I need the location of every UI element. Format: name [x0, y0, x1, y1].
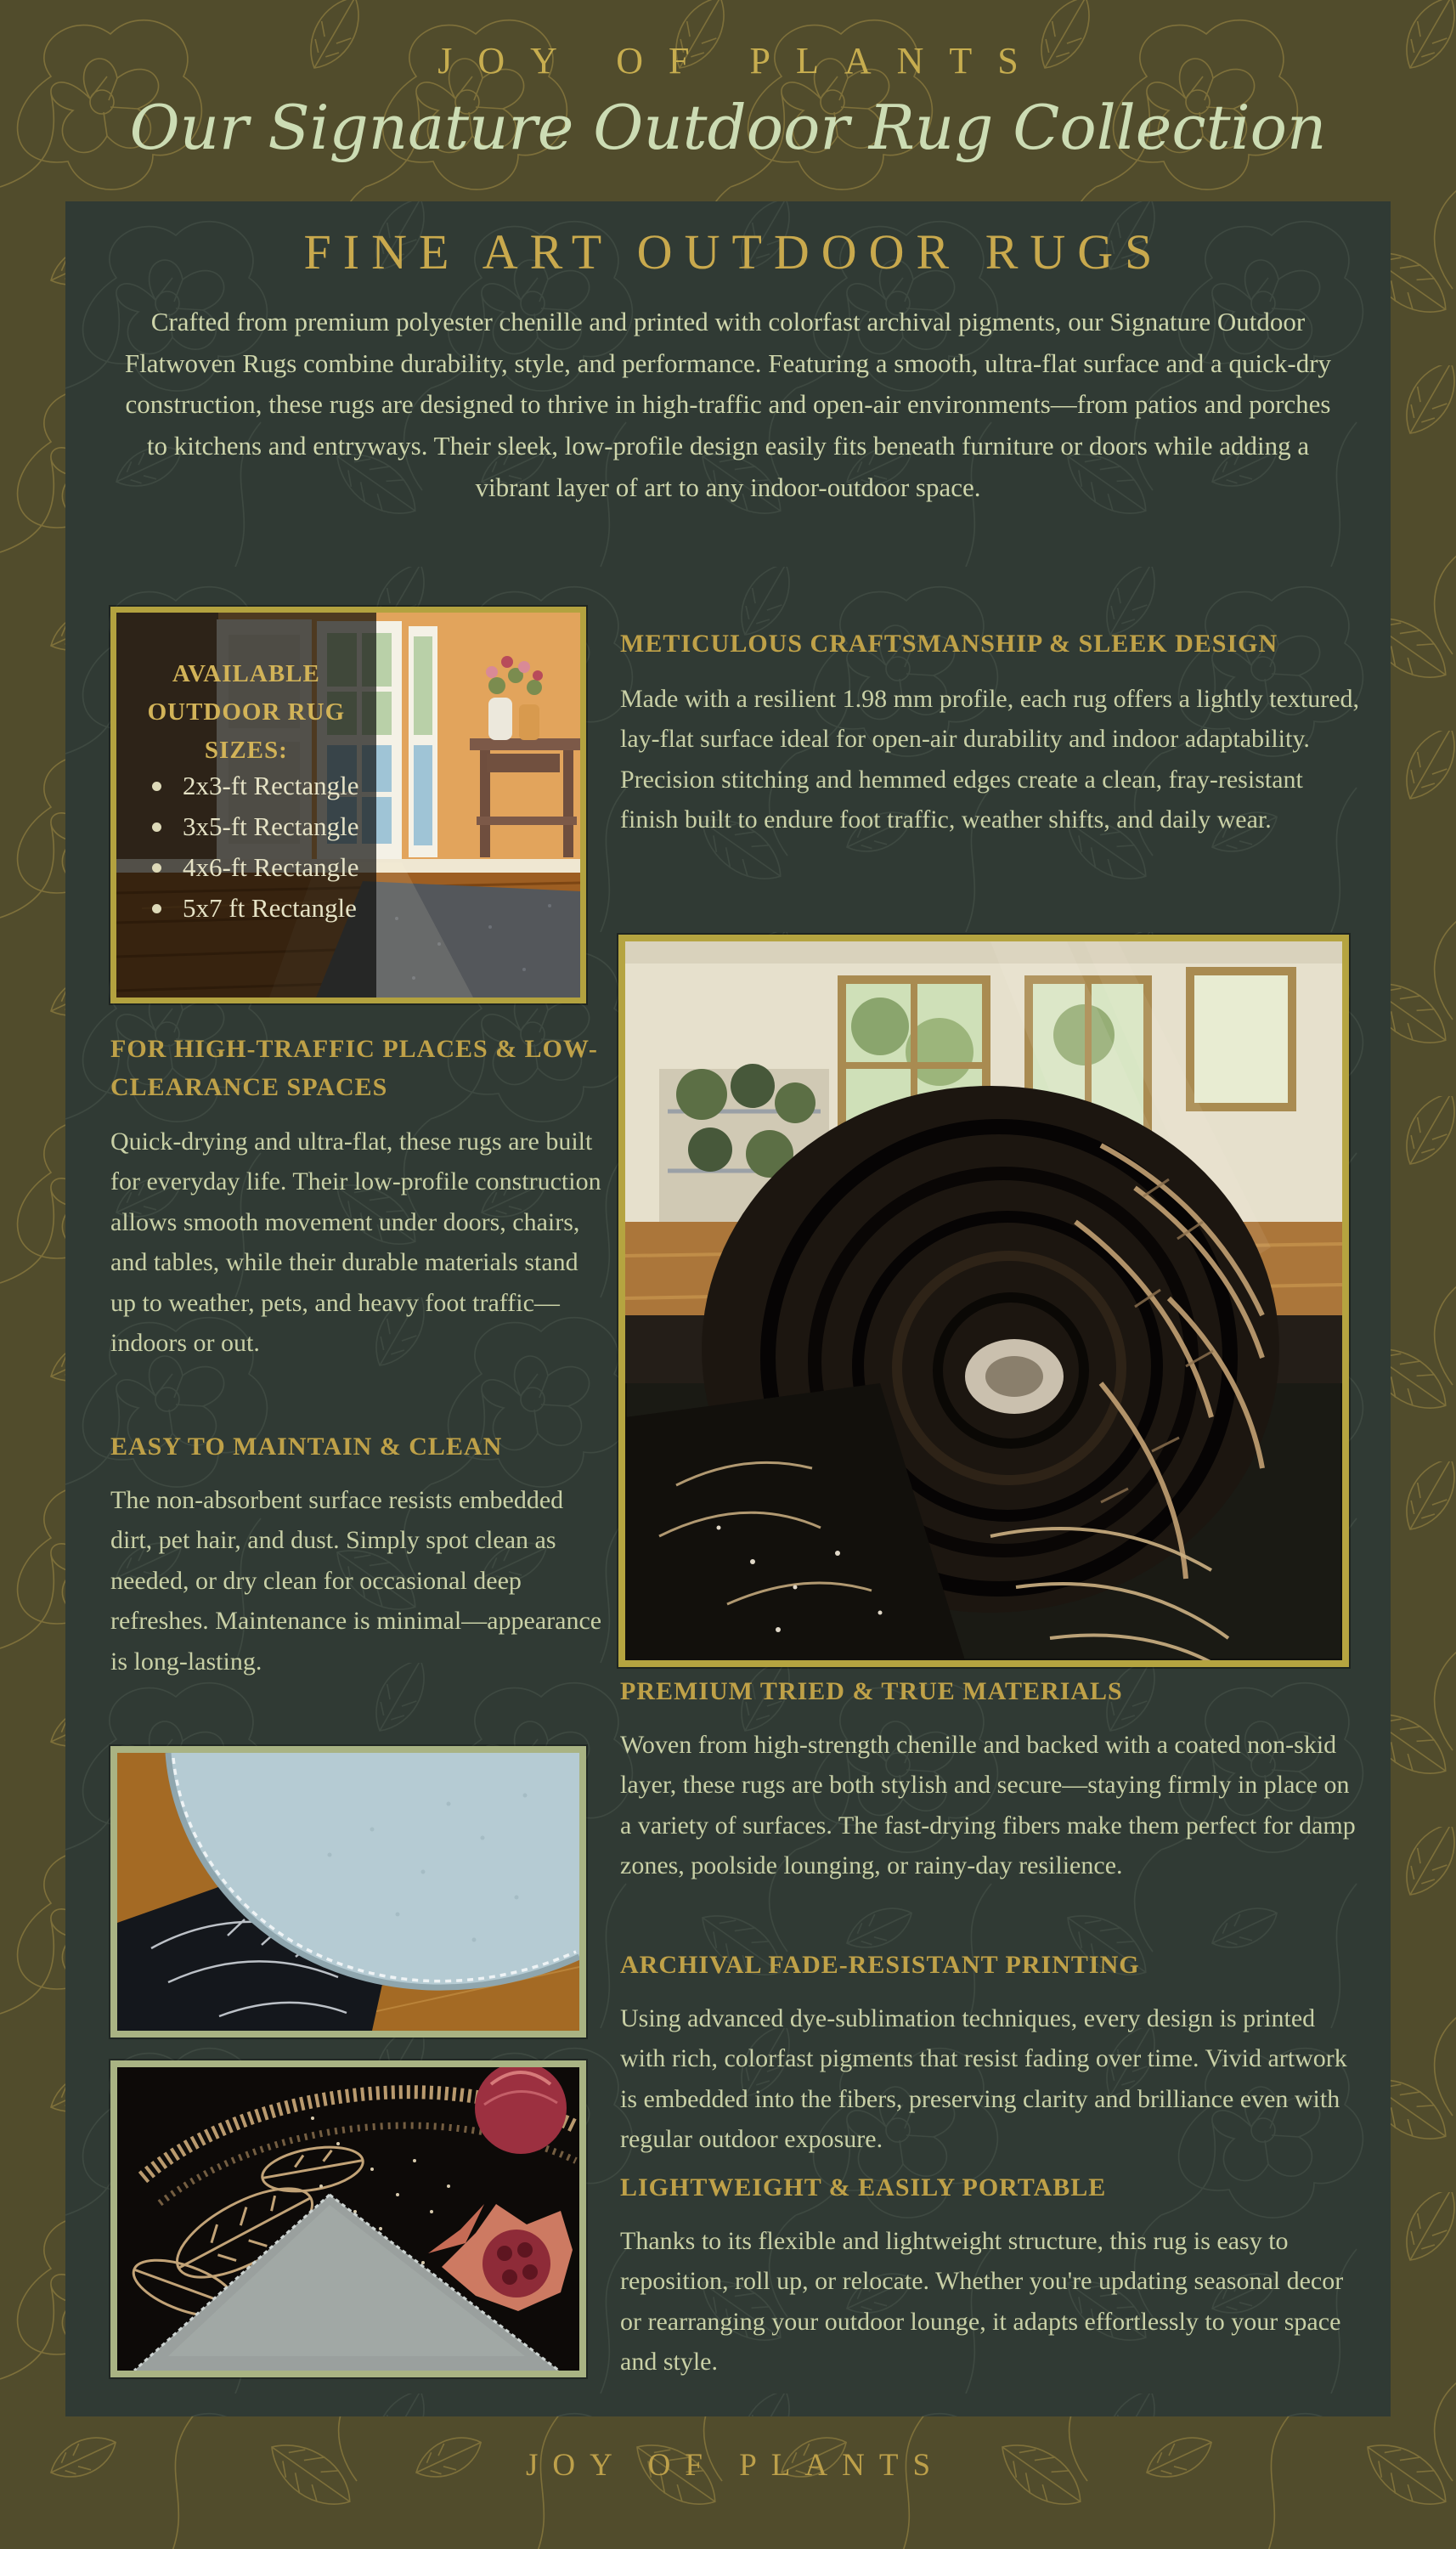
size-item: 3x5-ft Rectangle — [145, 806, 358, 847]
sizes-box — [110, 607, 586, 1003]
section-body-printing: Using advanced dye-sublimation techniques, every design is printed with rich, colorfast pigments that resist fading over time. Vivid artwork is embedded into the fibers, preserving clarity and brilliance even with regular outdoor exposure. — [620, 2004, 1347, 2154]
sizes-heading: AVAILABLE OUTDOOR RUG SIZES: — [147, 660, 346, 764]
content-panel — [65, 201, 1391, 2416]
section-heading-maintain: EASY TO MAINTAIN & CLEAN — [110, 1433, 503, 1461]
rug-backing-photo-illustration — [117, 2067, 579, 2371]
section-body-maintain: The non-absorbent surface resists embedded dirt, pet hair, and dust. Simply spot clean as needed, or dry clean for occasional deep refreshes. Maintenance is minimal—appearance is long-lasting. — [110, 1486, 602, 1676]
size-item: 5x7 ft Rectangle — [145, 888, 358, 929]
section-heading-craftsmanship: METICULOUS CRAFTSMANSHIP & SLEEK DESIGN — [620, 630, 1278, 658]
size-item: 2x3-ft Rectangle — [145, 766, 358, 806]
folded-corner-photo-illustration — [117, 1753, 579, 2031]
rug-backing-photo-frame — [110, 2060, 586, 2377]
section-heading-high-traffic: FOR HIGH-TRAFFIC PLACES & LOW-CLEARANCE SPACES — [110, 1035, 598, 1101]
brand-wordmark-bottom: JOY OF PLANTS — [525, 2448, 945, 2483]
sizes-overlay — [116, 613, 376, 998]
rolled-rug-photo-illustration — [625, 941, 1342, 1660]
page-title: FINE ART OUTDOOR RUGS — [303, 224, 1165, 280]
brand-wordmark-top: JOY OF PLANTS — [437, 40, 1044, 82]
rolled-rug-photo-frame — [618, 935, 1349, 1667]
collection-subtitle: Our Signature Outdoor Rug Collection — [129, 92, 1327, 163]
section-heading-portable: LIGHTWEIGHT & EASILY PORTABLE — [620, 2173, 1107, 2201]
section-body-high-traffic: Quick-drying and ultra-flat, these rugs are built for everyday life. Their low-profile construction allows smooth movement under doors, chairs, and tables, while their durable materials stand up to weather, pets, and heavy foot traffic—indoors or out. — [110, 1128, 601, 1357]
section-body-craftsmanship: Made with a resilient 1.98 mm profile, each rug offers a lightly textured, lay-flat surface ideal for open-air durability and indoor adaptability. Precision stitching and hemmed edges create a clean, fray-resistant finish built to endure foot traffic, weather shifts, and daily wear. — [620, 685, 1360, 834]
size-item: 4x6-ft Rectangle — [145, 847, 358, 888]
sizes-list — [145, 766, 358, 929]
folded-corner-photo-frame — [110, 1746, 586, 2038]
section-body-materials: Woven from high-strength chenille and backed with a coated non-skid layer, these rugs are both stylish and secure—staying firmly in place on a variety of surfaces. The fast-drying fibers make them perfect for damp zones, poolside lounging, or rainy-day resilience. — [620, 1731, 1356, 1880]
section-heading-printing: ARCHIVAL FADE-RESISTANT PRINTING — [620, 1951, 1140, 1979]
section-body-portable: Thanks to its flexible and lightweight structure, this rug is easy to reposition, roll up, or relocate. Whether you're updating seasonal decor or rearranging your outdoor lounge, it adapts effortlessly to your space and style. — [620, 2227, 1344, 2377]
intro-paragraph: Crafted from premium polyester chenille and printed with colorfast archival pigments, our Signature Outdoor Flatwoven Rugs combine durability, style, and performance. Featuring a smooth, ultra-flat surface and a quick-dry construction, these rugs are designed to thrive in high-traffic and open-air environments—from patios and porches to kitchens and entryways. Their sleek, low-profile design easily fits beneath furniture or doors while adding a vibrant layer of art to any indoor-outdoor space. — [124, 307, 1332, 502]
section-heading-materials: PREMIUM TRIED & TRUE MATERIALS — [620, 1677, 1123, 1705]
